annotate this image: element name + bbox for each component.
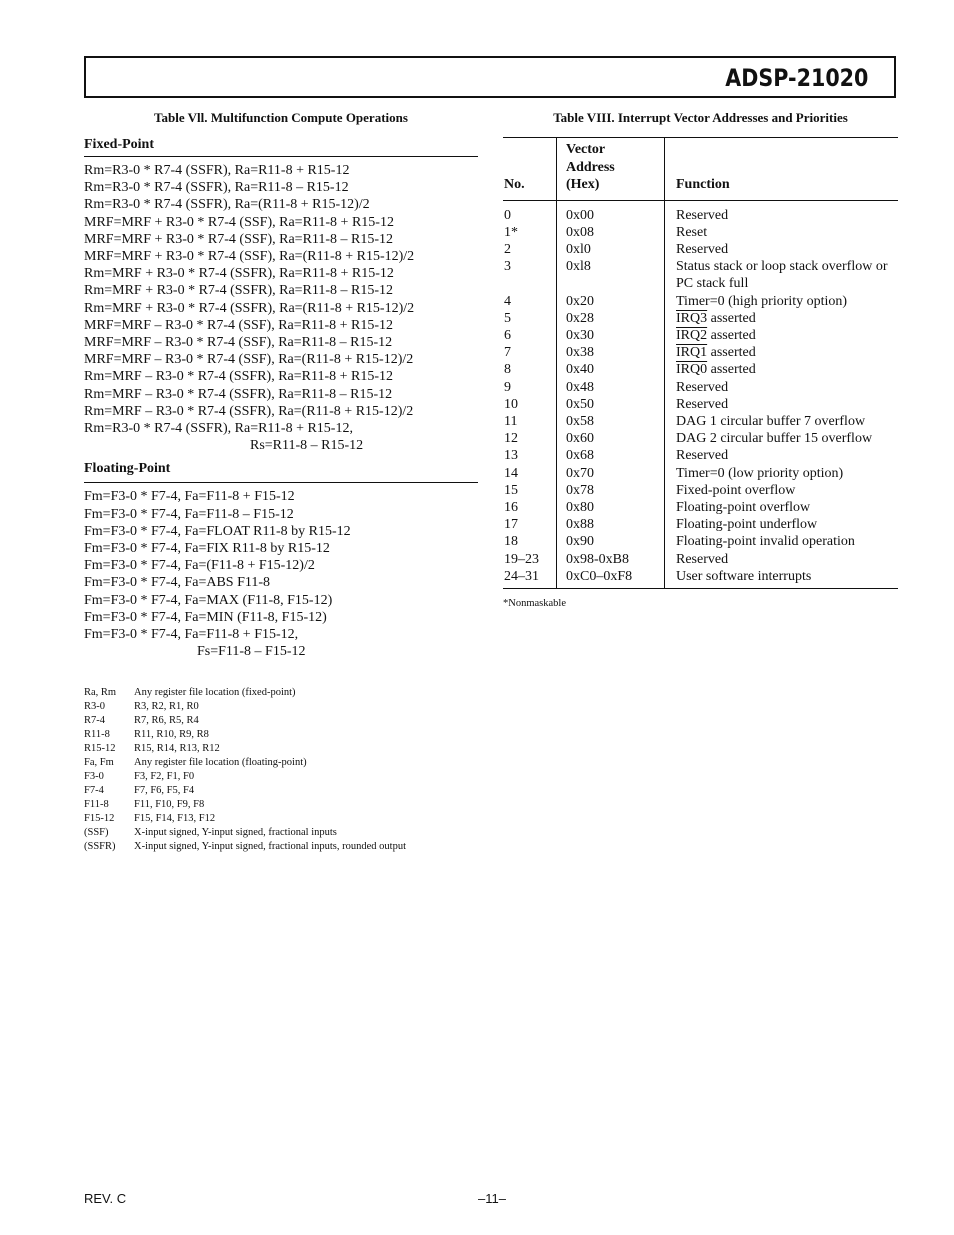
fixed-op-line: Rm=MRF – R3-0 * R7-4 (SSFR), Ra=R11-8 – R15-12 — [84, 386, 393, 402]
cell-no: 8 — [504, 362, 511, 378]
table-row — [503, 241, 898, 258]
function-text: asserted — [707, 310, 756, 326]
irq-signal: IRQ0 — [676, 362, 708, 378]
table-row — [503, 551, 898, 568]
legend-row — [84, 714, 478, 728]
table-row — [503, 200, 898, 224]
float-op-line: Fm=F3-0 * F7-4, Fa=FLOAT R11-8 by R15-12 — [84, 523, 351, 539]
cell-function: Reset — [676, 224, 708, 240]
float-op-continuation: Fs=F11-8 – F15-12 — [197, 644, 306, 660]
cell-function — [665, 344, 899, 361]
float-op-line: Fm=F3-0 * F7-4, Fa=F11-8 – F15-12 — [84, 506, 294, 522]
cell-function: Reserved — [676, 241, 729, 257]
cell-function: Floating-point overflow — [676, 499, 811, 515]
table-row — [503, 224, 898, 241]
cell-addr: 0x90 — [557, 533, 665, 550]
table-row — [503, 568, 898, 589]
floating-point-title: Floating-Point — [84, 461, 171, 477]
cell-addr: 0x68 — [557, 447, 665, 464]
function-text: asserted — [707, 345, 756, 361]
legend-row — [84, 826, 478, 840]
fixed-op-line: Rm=MRF + R3-0 * R7-4 (SSFR), Ra=R11-8 + R15-12 — [84, 266, 394, 282]
float-op-line: Fm=F3-0 * F7-4, Fa=FIX R11-8 by R15-12 — [84, 541, 330, 557]
float-op-line: Fm=F3-0 * F7-4, Fa=MAX (F11-8, F15-12) — [84, 592, 333, 608]
fixed-op-line: Rm=MRF + R3-0 * R7-4 (SSFR), Ra=(R11-8 + R15-12)/2 — [84, 300, 415, 316]
cell-function: Fixed-point overflow — [676, 482, 796, 498]
float-op-line: Fm=F3-0 * F7-4, Fa=ABS F11-8 — [84, 575, 271, 591]
cell-no: 17 — [504, 517, 518, 533]
cell-addr: 0x40 — [557, 361, 665, 378]
fixed-op-line: Rm=R3-0 * R7-4 (SSFR), Ra=R11-8 – R15-12 — [84, 180, 349, 196]
legend-term: F15-12 — [84, 813, 115, 825]
table8-caption: Table VIII. Interrupt Vector Addresses and Priorities — [553, 110, 848, 125]
cell-function — [665, 327, 899, 344]
fixed-op-line: MRF=MRF + R3-0 * R7-4 (SSF), Ra=R11-8 + R15-12 — [84, 214, 394, 230]
table-row — [503, 413, 898, 430]
cell-addr: 0x28 — [557, 310, 665, 327]
irq-signal: IRQ3 — [676, 310, 708, 326]
cell-addr: 0x00 — [557, 200, 665, 224]
legend-row — [84, 840, 478, 854]
table-row — [503, 499, 898, 516]
cell-addr: 0x70 — [557, 465, 665, 482]
cell-function: Floating-point underflow — [676, 517, 818, 533]
table-row — [503, 361, 898, 378]
cell-function: Timer=0 (low priority option) — [676, 465, 844, 481]
table-row — [503, 293, 898, 310]
cell-function: Reserved — [676, 448, 729, 464]
table-row — [503, 396, 898, 413]
cell-function: Reserved — [676, 379, 729, 395]
cell-no: 12 — [504, 431, 518, 447]
fixed-op-line: MRF=MRF – R3-0 * R7-4 (SSF), Ra=R11-8 + R15-12 — [84, 317, 394, 333]
cell-addr: 0xC0–0xF8 — [557, 568, 665, 589]
fixed-point-ops — [84, 162, 478, 454]
irq-signal: IRQ1 — [676, 345, 708, 361]
legend-row — [84, 700, 478, 714]
legend-term: Ra, Rm — [84, 687, 117, 699]
function-text: asserted — [707, 362, 756, 378]
header-box — [84, 56, 896, 98]
legend-row — [84, 686, 478, 700]
fixed-op-line: MRF=MRF + R3-0 * R7-4 (SSF), Ra=(R11-8 + R15-12)/2 — [84, 249, 415, 265]
cell-addr: 0x98-0xB8 — [557, 551, 665, 568]
legend-term: R15-12 — [84, 743, 116, 755]
page-number: –11– — [478, 1191, 506, 1206]
function-line: Status stack or loop stack overflow or — [676, 259, 888, 275]
fixed-op-line: Rm=MRF – R3-0 * R7-4 (SSFR), Ra=R11-8 + R15-12 — [84, 369, 394, 385]
cell-no: 13 — [504, 448, 518, 464]
table7-caption: Table Vll. Multifunction Compute Operations — [154, 110, 408, 125]
cell-no: 0 — [504, 207, 511, 223]
cell-no: 18 — [504, 534, 518, 550]
table-row — [503, 344, 898, 361]
legend-def: F3, F2, F1, F0 — [134, 771, 195, 783]
table7-column — [84, 108, 478, 854]
cell-function: Reserved — [676, 551, 729, 567]
table8-column — [503, 108, 898, 609]
header-addr-line: (Hex) — [566, 177, 600, 192]
cell-addr: 0x08 — [557, 224, 665, 241]
fixed-op-continuation: Rs=R11-8 – R15-12 — [250, 438, 364, 454]
header-function: Function — [665, 138, 899, 201]
table-row — [503, 465, 898, 482]
legend-row — [84, 798, 478, 812]
cell-addr: 0x80 — [557, 499, 665, 516]
cell-addr: 0xl8 — [557, 258, 665, 292]
cell-addr: 0x48 — [557, 379, 665, 396]
cell-function: Floating-point invalid operation — [676, 534, 855, 550]
legend-row — [84, 742, 478, 756]
cell-no: 4 — [504, 293, 511, 309]
header-addr-line: Vector — [566, 142, 606, 157]
table-row — [503, 482, 898, 499]
floating-point-rule — [84, 482, 478, 483]
revision-label: REV. C — [84, 1191, 127, 1206]
legend-term: R11-8 — [84, 729, 110, 741]
cell-function: DAG 2 circular buffer 15 overflow — [676, 431, 873, 447]
header-addr-line: Address — [566, 159, 615, 175]
legend-def: F15, F14, F13, F12 — [134, 813, 216, 825]
table-row — [503, 533, 898, 550]
cell-addr: 0x20 — [557, 293, 665, 310]
table-footnote: *Nonmaskable — [503, 597, 566, 609]
fixed-point-title: Fixed-Point — [84, 137, 154, 152]
table-row — [503, 430, 898, 447]
cell-function — [665, 258, 899, 292]
cell-no: 16 — [504, 499, 518, 515]
legend-def: R15, R14, R13, R12 — [134, 743, 220, 755]
legend-def: F11, F10, F9, F8 — [134, 799, 205, 811]
cell-no: 24–31 — [503, 568, 557, 589]
legend-term: Fa, Fm — [84, 757, 114, 769]
fixed-op-line: Rm=R3-0 * R7-4 (SSFR), Ra=R11-8 + R15-12 — [84, 163, 350, 178]
cell-function: DAG 1 circular buffer 7 overflow — [676, 413, 866, 429]
fixed-op-line: MRF=MRF + R3-0 * R7-4 (SSF), Ra=R11-8 – R15-12 — [84, 231, 394, 247]
legend-term: R3-0 — [84, 701, 105, 713]
cell-addr: 0x30 — [557, 327, 665, 344]
cell-addr: 0x38 — [557, 344, 665, 361]
table-row — [503, 447, 898, 464]
table-row — [503, 258, 898, 292]
legend-term: (SSF) — [84, 827, 109, 839]
cell-addr: 0x50 — [557, 396, 665, 413]
irq-signal: IRQ2 — [676, 327, 708, 343]
cell-no: 14 — [504, 465, 518, 481]
cell-no: 1* — [504, 224, 518, 240]
cell-function — [665, 361, 899, 378]
header-vector-address — [557, 138, 665, 201]
cell-function: Timer=0 (high priority option) — [676, 293, 848, 309]
legend-def: R3, R2, R1, R0 — [134, 701, 199, 713]
fixed-op-line: MRF=MRF – R3-0 * R7-4 (SSF), Ra=(R11-8 + R15-12)/2 — [84, 352, 414, 368]
cell-function — [665, 310, 899, 327]
document-title: ADSP-21020 — [724, 64, 868, 92]
legend-def: X-input signed, Y-input signed, fractional inputs — [134, 827, 337, 839]
table-row — [503, 310, 898, 327]
legend-term: (SSFR) — [84, 841, 116, 853]
cell-function: User software interrupts — [665, 568, 899, 589]
legend-def: Any register file location (floating-point) — [134, 757, 307, 769]
cell-no: 3 — [504, 259, 511, 275]
cell-no: 2 — [504, 241, 511, 257]
legend-term: F7-4 — [84, 785, 104, 797]
cell-no: 6 — [504, 327, 511, 343]
legend-term: F11-8 — [84, 799, 109, 811]
cell-no: 15 — [504, 482, 518, 498]
fixed-op-line: Rm=R3-0 * R7-4 (SSFR), Ra=R11-8 + R15-12, — [84, 421, 353, 437]
header-no: No. — [503, 138, 557, 201]
function-text: asserted — [707, 327, 756, 343]
cell-addr: 0x58 — [557, 413, 665, 430]
cell-function: Reserved — [676, 396, 729, 412]
legend-row — [84, 728, 478, 742]
floating-point-ops — [84, 488, 478, 660]
fixed-point-rule — [84, 156, 478, 157]
function-line: PC stack full — [676, 276, 749, 292]
fixed-op-line: Rm=MRF – R3-0 * R7-4 (SSFR), Ra=(R11-8 + R15-12)/2 — [84, 403, 414, 419]
cell-function: Reserved — [676, 207, 729, 223]
cell-addr: 0x88 — [557, 516, 665, 533]
float-op-line: Fm=F3-0 * F7-4, Fa=MIN (F11-8, F15-12) — [84, 609, 327, 625]
cell-addr: 0x78 — [557, 482, 665, 499]
legend-term: R7-4 — [84, 715, 105, 727]
fixed-op-line: MRF=MRF – R3-0 * R7-4 (SSF), Ra=R11-8 – R15-12 — [84, 335, 393, 351]
table-header-row — [503, 138, 898, 201]
legend-row — [84, 812, 478, 826]
legend-def: R11, R10, R9, R8 — [134, 729, 209, 741]
cell-no: 5 — [504, 310, 511, 326]
cell-no: 11 — [504, 413, 518, 429]
table-row — [503, 516, 898, 533]
cell-no: 10 — [504, 396, 518, 412]
legend-def: Any register file location (fixed-point) — [134, 687, 296, 699]
legend-row — [84, 770, 478, 784]
legend-term: F3-0 — [84, 771, 104, 783]
float-op-line: Fm=F3-0 * F7-4, Fa=(F11-8 + F15-12)/2 — [84, 558, 315, 574]
fixed-op-line: Rm=MRF + R3-0 * R7-4 (SSFR), Ra=R11-8 – R15-12 — [84, 283, 394, 299]
legend-row — [84, 756, 478, 770]
table-row — [503, 327, 898, 344]
register-legend — [84, 686, 478, 854]
legend-def: F7, F6, F5, F4 — [134, 785, 195, 797]
interrupt-vector-table — [503, 137, 898, 589]
legend-def: R7, R6, R5, R4 — [134, 715, 199, 727]
cell-addr: 0x60 — [557, 430, 665, 447]
cell-addr: 0xl0 — [557, 241, 665, 258]
float-op-line: Fm=F3-0 * F7-4, Fa=F11-8 + F15-12, — [84, 627, 299, 643]
float-op-line: Fm=F3-0 * F7-4, Fa=F11-8 + F15-12 — [84, 489, 295, 505]
legend-def: X-input signed, Y-input signed, fractional inputs, rounded output — [134, 841, 406, 853]
legend-row — [84, 784, 478, 798]
table-row — [503, 379, 898, 396]
fixed-op-line: Rm=R3-0 * R7-4 (SSFR), Ra=(R11-8 + R15-12)/2 — [84, 197, 370, 213]
cell-no: 7 — [504, 345, 511, 361]
cell-no: 9 — [504, 379, 511, 395]
cell-no: 19–23 — [504, 551, 539, 567]
